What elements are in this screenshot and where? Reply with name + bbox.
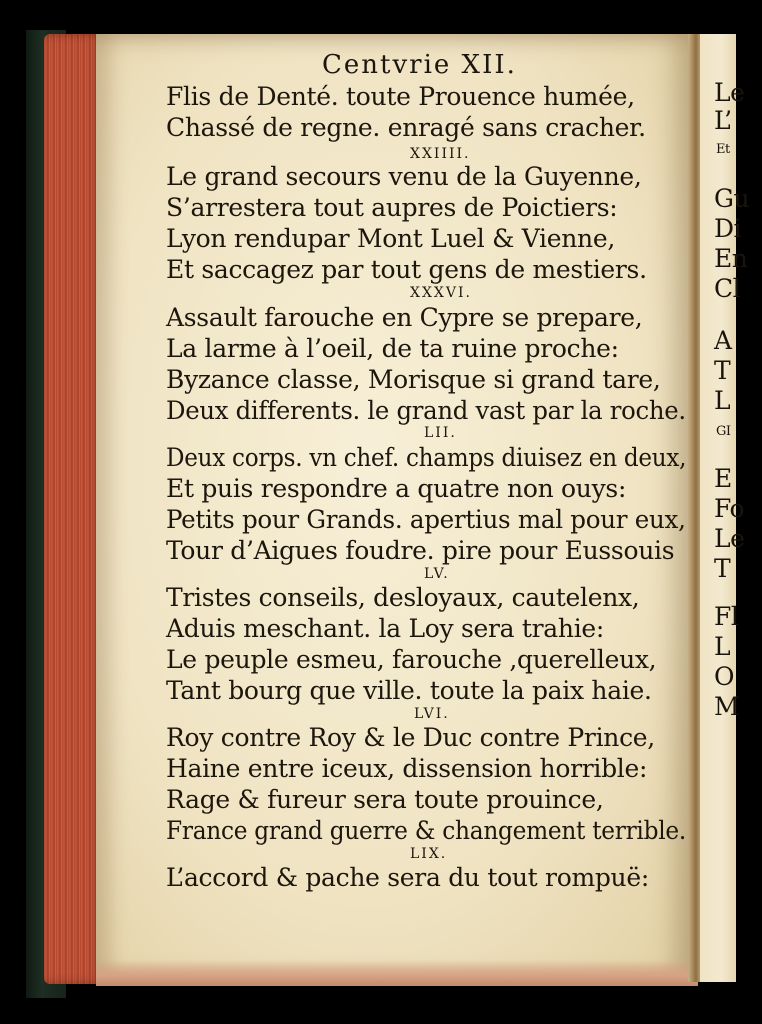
quatrain-number: LVI. (414, 706, 450, 722)
right-page-fragment: Fl (714, 602, 739, 631)
right-page-fragment: Cl (714, 274, 741, 303)
verse-line: Deux corps. vn chef. champs diuisez en deux, (166, 443, 687, 472)
right-page-fragment: E (714, 464, 732, 493)
right-page-fragment: M (714, 692, 740, 721)
verse-line: Byzance classe, Morisque si grand tare, (166, 365, 661, 394)
right-page-fragment: Et (716, 142, 730, 157)
verse-line: Aduis meschant. la Loy sera trahie: (166, 614, 605, 643)
right-page-fragment: GI (716, 424, 731, 439)
verse-line: Et puis respondre a quatre non ouys: (166, 474, 627, 503)
verse-line: Petits pour Grands. apertius mal pour eux, (166, 505, 686, 534)
quatrain-number: XXIIII. (410, 146, 471, 162)
verse-line: L’accord & pache sera du tout rompuë: (166, 863, 649, 892)
quatrain-number: LII. (424, 425, 457, 441)
verse-line: Le grand secours venu de la Guyenne, (166, 162, 642, 191)
verse-line: La larme à l’oeil, de ta ruine proche: (166, 334, 619, 363)
verse-line: Le peuple esmeu, farouche ,querelleux, (166, 645, 657, 674)
right-page-fragment: Fo (714, 494, 745, 523)
verse-line: Rage & fureur sera toute prouince, (166, 785, 604, 814)
quatrain-number: LV. (424, 566, 450, 582)
verse-line: Tant bourg que ville. toute la paix haie. (166, 676, 652, 705)
right-page-fragment: Le (714, 78, 745, 107)
verse-line: S’arrestera tout aupres de Poictiers: (166, 193, 618, 222)
right-page-fragment: Le (714, 524, 745, 553)
verse-line: Deux differents. le grand vast par la roche. (166, 396, 686, 425)
right-page-fragment: A (714, 326, 732, 355)
verse-line: Lyon rendupar Mont Luel & Vienne, (166, 224, 615, 253)
right-page-fragment: T (714, 356, 731, 385)
verse-line: Et saccagez par tout gens de mestiers. (166, 255, 647, 284)
right-page-fragment: En (714, 244, 748, 273)
right-page-fragment: L’ (714, 106, 732, 135)
verse-line: Flis de Denté. toute Prouence humée, (166, 82, 635, 111)
right-page-fragment: L (714, 386, 731, 415)
verse-line: Assault farouche en Cypre se prepare, (166, 303, 643, 332)
right-page-fragment: O (714, 662, 734, 691)
quatrain-number: XXXVI. (410, 285, 472, 301)
verse-line: France grand guerre & changement terrible. (166, 816, 686, 845)
verse-line: Chassé de regne. enragé sans cracher. (166, 113, 646, 142)
right-page-fragment: Gu (714, 184, 750, 213)
right-page-fragment: T (714, 554, 731, 583)
verse-line: Roy contre Roy & le Duc contre Prince, (166, 723, 655, 752)
right-page-fragment: Di (714, 214, 742, 243)
right-page-fragment: L (714, 632, 731, 661)
quatrain-number: LIX. (410, 846, 448, 862)
verse-line: Haine entre iceux, dissension horrible: (166, 754, 648, 783)
verse-line: Tristes conseils, desloyaux, cautelenx, (166, 583, 640, 612)
running-title: Centvrie XII. (322, 50, 517, 80)
verse-line: Tour d’Aigues foudre. pire pour Eussouis (166, 536, 675, 565)
